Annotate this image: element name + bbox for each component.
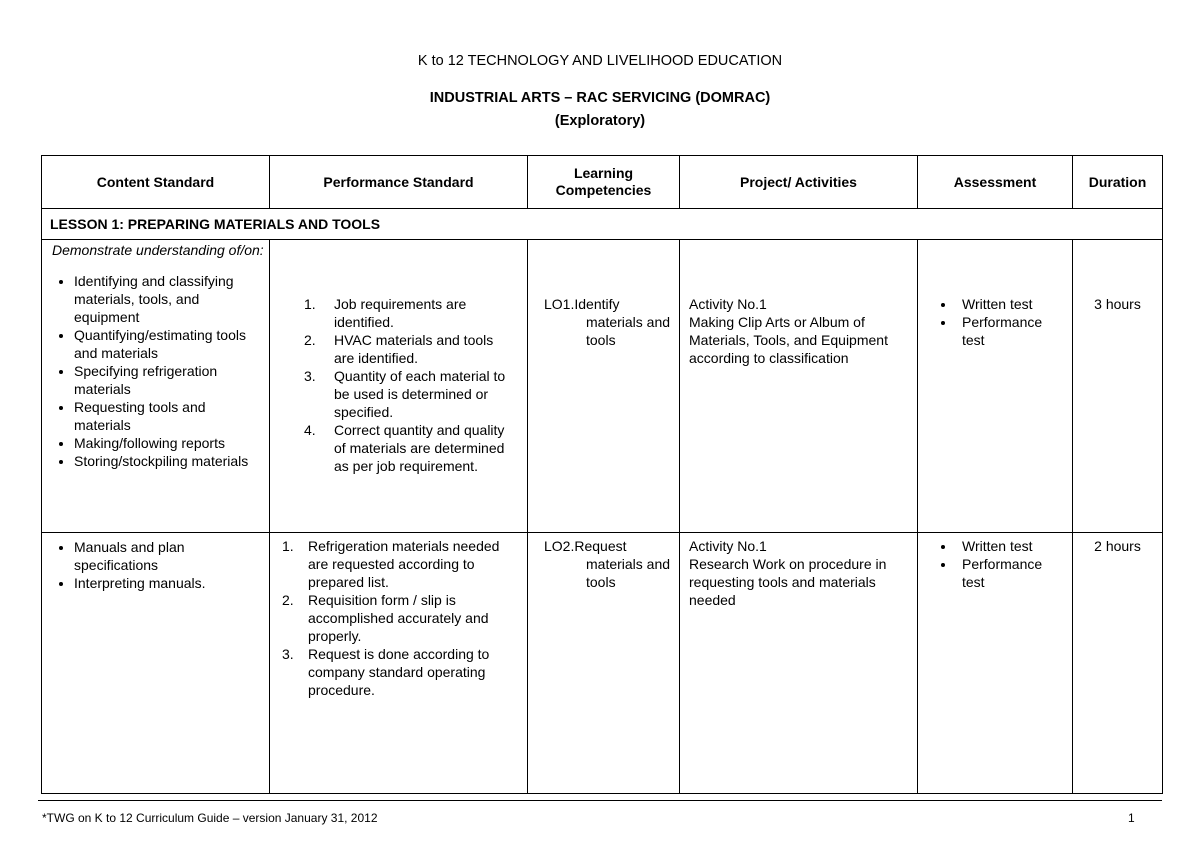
course-subtitle: (Exploratory): [554, 113, 646, 129]
item-text: Refrigeration materials needed are requested according to prepared list.: [308, 538, 500, 590]
assessment-list: [918, 295, 1072, 349]
lesson-title: LESSON 1: PREPARING MATERIALS AND TOOLS: [42, 209, 1163, 240]
assessment-cell: [918, 240, 1073, 533]
list-item: • Identifying and classifying materials, tools, and equipment: [74, 272, 265, 326]
list-item: • Written test: [956, 295, 1068, 313]
activity-description: Research Work on procedure in requesting tools and materials needed: [689, 556, 887, 608]
outcome-object: materials and tools: [586, 556, 671, 590]
list-item: • Specifying refrigeration materials: [74, 362, 265, 398]
duration-value: 2 hours: [1094, 538, 1141, 554]
learning-outcome: [528, 533, 679, 591]
assessment-cell: [918, 533, 1073, 794]
duration-cell: [1073, 240, 1163, 533]
item-text: Correct quantity and quality of materials are determined as per job requirement.: [334, 422, 505, 474]
item-number: 1.: [282, 538, 294, 554]
duration-value: 3 hours: [1094, 296, 1141, 312]
content-standard-cell: [42, 533, 270, 794]
outcome-code: LO2.: [544, 538, 575, 554]
item-number: 3.: [304, 368, 316, 384]
footer-divider: [38, 800, 1162, 801]
item-number: 2.: [282, 592, 294, 608]
table-row: [42, 240, 1163, 533]
list-item: [270, 367, 517, 421]
performance-list: [270, 295, 527, 475]
list-item: • Storing/stockpiling materials: [74, 452, 265, 470]
list-item: [270, 591, 517, 645]
item-text: Requisition form / slip is accomplished accurately and properly.: [308, 592, 489, 644]
learning-outcome: [528, 240, 679, 349]
activity-title: Activity No.1: [689, 296, 767, 312]
activity-description: Making Clip Arts or Album of Materials, Tools, and Equipment according to classification: [689, 314, 888, 366]
item-number: 2.: [304, 332, 316, 348]
activity-cell: [680, 240, 918, 533]
content-list: [42, 272, 269, 470]
content-intro: Demonstrate understanding of/on:: [52, 242, 264, 258]
document-title: K to 12 TECHNOLOGY AND LIVELIHOOD EDUCATION: [417, 53, 783, 69]
performance-standard-cell: [270, 240, 528, 533]
list-item: [270, 331, 517, 367]
activity: [680, 240, 917, 367]
list-item: • Performance test: [956, 313, 1068, 349]
table-row: [42, 533, 1163, 794]
list-item: [270, 645, 517, 699]
column-header: Assessment: [918, 156, 1073, 209]
learning-competency-cell: [528, 533, 680, 794]
list-item: [270, 295, 517, 331]
duration-cell: [1073, 533, 1163, 794]
curriculum-table: [41, 155, 1163, 794]
item-text: Job requirements are identified.: [334, 296, 467, 330]
performance-standard-cell: [270, 533, 528, 794]
outcome-object: materials and tools: [586, 314, 671, 348]
list-item: • Quantifying/estimating tools and materials: [74, 326, 265, 362]
lesson-row: [42, 209, 1163, 240]
activity: [680, 533, 917, 609]
list-item: • Requesting tools and materials: [74, 398, 265, 434]
outcome-verb: Request: [574, 538, 627, 554]
performance-list: [270, 537, 527, 699]
content-list: [42, 538, 269, 592]
item-text: Request is done according to company standard operating procedure.: [308, 646, 490, 698]
footer-note: *TWG on K to 12 Curriculum Guide – version January 31, 2012: [42, 811, 378, 825]
list-item: • Manuals and plan specifications: [74, 538, 265, 574]
column-header: Content Standard: [42, 156, 270, 209]
activity-cell: [680, 533, 918, 794]
list-item: • Performance test: [956, 555, 1068, 591]
outcome-verb: Identify: [574, 296, 620, 312]
assessment-list: [918, 537, 1072, 591]
item-text: HVAC materials and tools are identified.: [334, 332, 494, 366]
course-title: INDUSTRIAL ARTS – RAC SERVICING (DOMRAC): [429, 90, 771, 106]
column-header: Learning Competencies: [528, 156, 680, 209]
column-header: Project/ Activities: [680, 156, 918, 209]
item-number: 1.: [304, 296, 316, 312]
column-header: Performance Standard: [270, 156, 528, 209]
list-item: [270, 537, 517, 591]
outcome-code: LO1.: [544, 296, 575, 312]
list-item: [270, 421, 517, 475]
content-standard-cell: [42, 240, 270, 533]
table-header-row: [42, 156, 1163, 209]
list-item: • Making/following reports: [74, 434, 265, 452]
page-number: 1: [1128, 811, 1135, 825]
column-header: Duration: [1073, 156, 1163, 209]
item-text: Quantity of each material to be used is determined or specified.: [334, 368, 506, 420]
activity-title: Activity No.1: [689, 538, 767, 554]
list-item: • Interpreting manuals.: [74, 574, 265, 592]
learning-competency-cell: [528, 240, 680, 533]
item-number: 4.: [304, 422, 316, 438]
item-number: 3.: [282, 646, 294, 662]
list-item: • Written test: [956, 537, 1068, 555]
